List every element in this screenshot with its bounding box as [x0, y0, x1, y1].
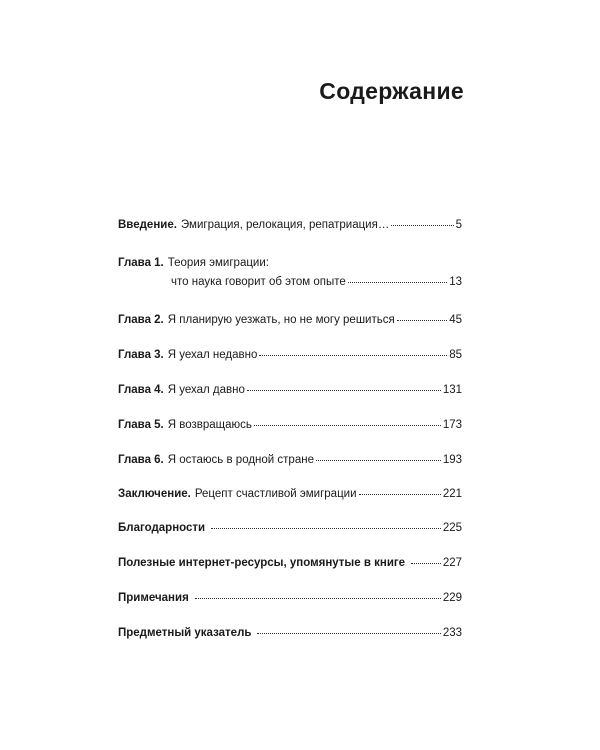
entry-prefix: Предметный указатель: [118, 627, 252, 639]
leader-dots: [211, 528, 441, 529]
entry-page-number: 193: [442, 454, 462, 466]
entry-prefix: Глава 5.: [118, 419, 164, 431]
entry-title-continued: что наука говорит об этом опыте: [171, 276, 346, 288]
leader-dots: [257, 633, 440, 634]
entry-title: Я уехал недавно: [167, 349, 258, 361]
toc-entry-notes[interactable]: [118, 591, 462, 605]
toc-entry-chapter-3[interactable]: [118, 348, 462, 362]
toc-entry-internet-resources[interactable]: [118, 556, 462, 570]
toc-entry-chapter-4[interactable]: [118, 383, 462, 397]
leader-dots: [348, 282, 447, 283]
entry-title: Я остаюсь в родной стране: [167, 454, 314, 466]
toc-entry-subject-index[interactable]: [118, 626, 462, 640]
leader-dots: [411, 563, 441, 564]
entry-prefix: Благодарности: [118, 522, 206, 534]
leader-dots: [391, 225, 453, 226]
entry-page-number: 5: [455, 219, 462, 231]
entry-prefix: Глава 1.: [118, 257, 164, 269]
entry-prefix: Глава 2.: [118, 314, 164, 326]
entry-page-number: 229: [442, 592, 462, 604]
entry-prefix: Глава 6.: [118, 454, 164, 466]
entry-page-number: 85: [449, 349, 462, 361]
entry-prefix: Заключение.: [118, 488, 191, 500]
entry-title: Я возвращаюсь: [167, 419, 252, 431]
leader-dots: [195, 598, 441, 599]
leader-dots: [359, 494, 441, 495]
entry-prefix: Полезные интернет-ресурсы, упомянутые в книге: [118, 557, 406, 569]
toc-entry-conclusion[interactable]: [118, 487, 462, 501]
toc-entry-acknowledgements[interactable]: [118, 521, 462, 535]
entry-title: Я уехал давно: [167, 384, 245, 396]
page-title: Содержание: [319, 78, 464, 104]
entry-prefix: Введение.: [118, 219, 177, 231]
toc-entry-introduction[interactable]: [118, 218, 462, 232]
entry-prefix: Примечания: [118, 592, 189, 604]
entry-prefix: Глава 4.: [118, 384, 164, 396]
entry-page-number: 173: [442, 419, 462, 431]
entry-page-number: 221: [442, 488, 462, 500]
toc-entry-chapter-5[interactable]: [118, 418, 462, 432]
toc-entry-chapter-2[interactable]: [118, 313, 462, 327]
leader-dots: [254, 425, 441, 426]
entry-page-number: 131: [442, 384, 462, 396]
leader-dots: [259, 355, 447, 356]
toc-entry-chapter-1[interactable]: [118, 256, 462, 289]
leader-dots: [247, 390, 441, 391]
toc-entry-chapter-6[interactable]: [118, 453, 462, 467]
leader-dots: [316, 460, 441, 461]
entry-prefix: Глава 3.: [118, 349, 164, 361]
entry-page-number: 225: [442, 522, 462, 534]
entry-page-number: 227: [442, 557, 462, 569]
entry-page-number: 13: [449, 276, 462, 288]
entry-title: Теория эмиграции:: [167, 257, 269, 269]
entry-title: Рецепт счастливой эмиграции: [194, 488, 357, 500]
entry-title: Я планирую уезжать, но не могу решиться: [167, 314, 395, 326]
leader-dots: [397, 320, 447, 321]
entry-title: Эмиграция, релокация, репатриация…: [180, 219, 390, 231]
entry-page-number: 45: [449, 314, 462, 326]
entry-page-number: 233: [442, 627, 462, 639]
